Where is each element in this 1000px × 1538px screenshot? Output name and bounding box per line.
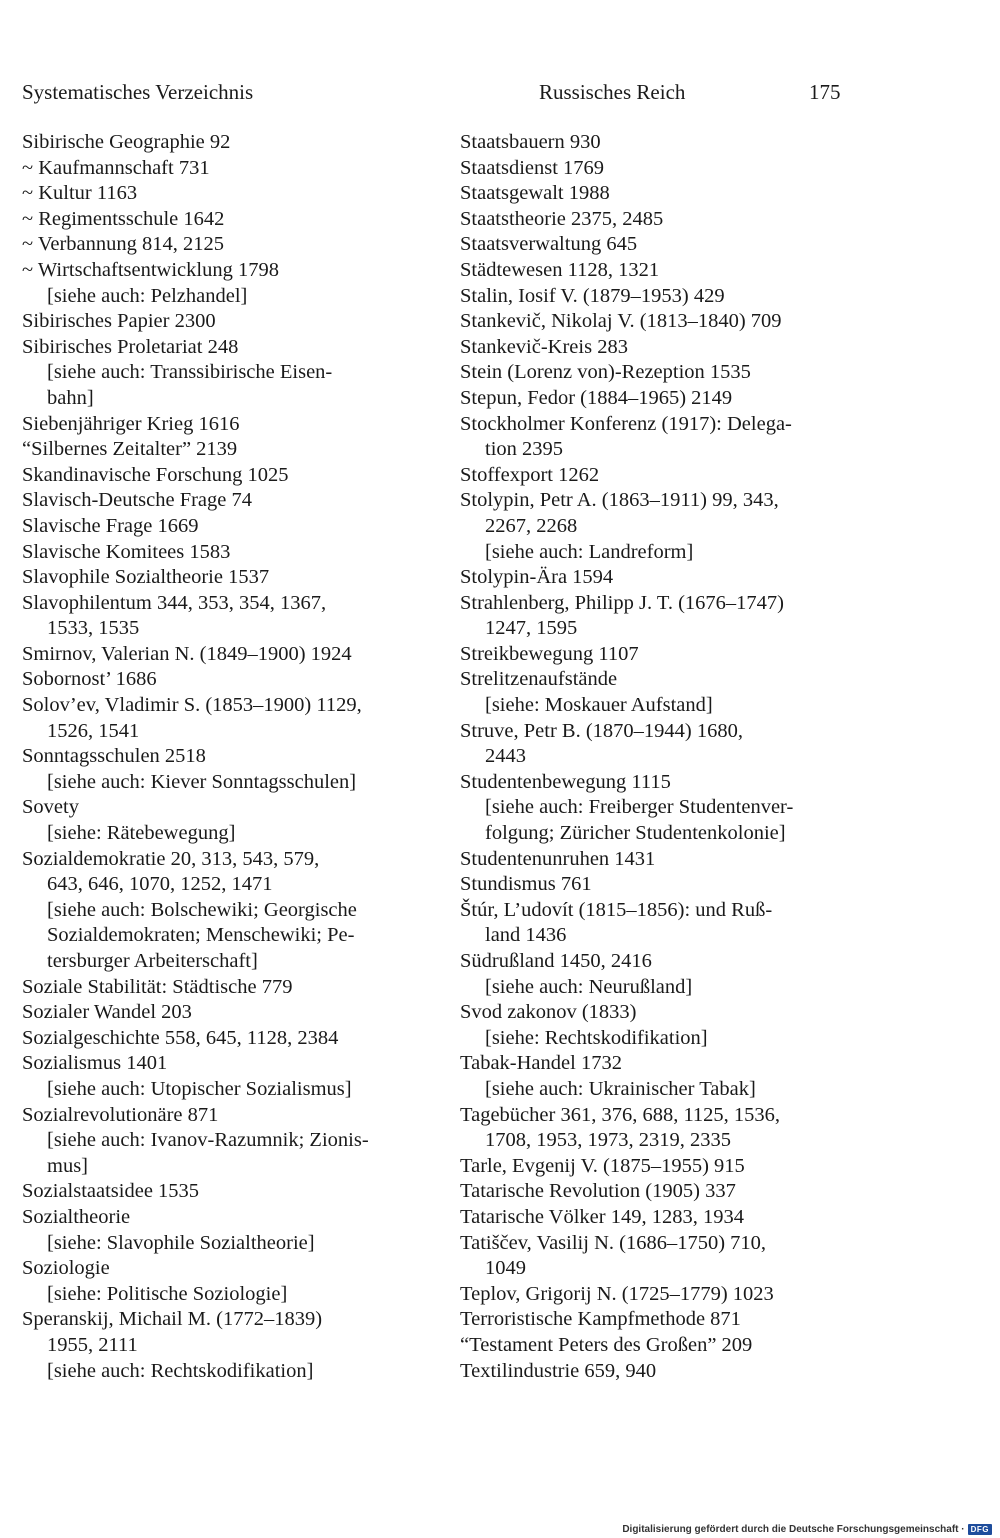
entry-continuation: [siehe: Slavophile Sozialtheorie] [47, 1231, 315, 1254]
entry-continuation: 643, 646, 1070, 1252, 1471 [47, 873, 273, 896]
entry-heading: Stolypin, Petr A. (1863–1911) 99, 343, [460, 489, 779, 512]
entry-heading: ~ Kaufmannschaft 731 [22, 156, 210, 179]
entry-heading: Studentenbewegung 1115 [460, 770, 671, 793]
running-title: Systematisches Verzeichnis [22, 80, 254, 104]
entry-heading: Stockholmer Konferenz (1917): Delega- [460, 412, 792, 435]
entry-heading: Slavisch-Deutsche Frage 74 [22, 489, 252, 512]
index-entry [22, 744, 442, 795]
index-entry [460, 770, 880, 847]
entry-continuation: [siehe: Rätebewegung] [47, 822, 236, 845]
index-entry [22, 335, 442, 412]
index-entry [460, 463, 880, 489]
index-entry [22, 540, 442, 566]
entry-heading: Sibirische Geographie 92 [22, 131, 231, 153]
entry-continuation: [siehe: Politische Soziologie] [47, 1282, 288, 1305]
entry-heading: Stundismus 761 [460, 873, 592, 896]
index-entry [460, 847, 880, 873]
entry-continuation: [siehe auch: Ukrainischer Tabak] [485, 1077, 756, 1100]
entry-heading: Strelitzenaufstände [460, 668, 618, 691]
index-entry [22, 258, 442, 309]
entry-continuation: 2267, 2268 [485, 514, 578, 537]
index-entry [22, 1000, 442, 1026]
index-entry [22, 130, 442, 156]
entry-continuation: 1526, 1541 [47, 719, 140, 742]
entry-continuation: [siehe auch: Neurußland] [485, 975, 693, 998]
entry-heading: Sozialtheorie [22, 1205, 131, 1228]
entry-continuation: 1533, 1535 [47, 617, 140, 640]
page-footer [622, 1524, 992, 1535]
entry-heading: Textilindustrie 659, 940 [460, 1359, 657, 1382]
index-column-right [460, 130, 880, 1384]
index-entry [460, 1205, 880, 1231]
entry-heading: Sozialismus 1401 [22, 1052, 168, 1075]
index-entry [460, 412, 880, 463]
entry-heading: Siebenjähriger Krieg 1616 [22, 412, 240, 435]
index-entry [22, 156, 442, 182]
entry-continuation: [siehe auch: Freiberger Studentenver- [485, 796, 794, 819]
index-entry [460, 258, 880, 284]
index-entry [460, 1231, 880, 1282]
entry-heading: Smirnov, Valerian N. (1849–1900) 1924 [22, 642, 352, 665]
entry-heading: Stalin, Iosif V. (1879–1953) 429 [460, 284, 725, 307]
entry-heading: Struve, Petr B. (1870–1944) 1680, [460, 719, 743, 742]
entry-heading: Slavophilentum 344, 353, 354, 1367, [22, 591, 327, 614]
entry-heading: Sozialrevolutionäre 871 [22, 1103, 219, 1126]
entry-heading: “Testament Peters des Großen” 209 [460, 1333, 753, 1356]
entry-continuation: land 1436 [485, 924, 567, 947]
entry-heading: ~ Verbannung 814, 2125 [22, 233, 225, 256]
entry-continuation: tion 2395 [485, 438, 564, 461]
entry-heading: ~ Wirtschaftsentwicklung 1798 [22, 258, 279, 281]
index-entry [460, 565, 880, 591]
entry-continuation: 1247, 1595 [485, 617, 578, 640]
entry-heading: Sozialgeschichte 558, 645, 1128, 2384 [22, 1026, 339, 1049]
entry-heading: Solov’ev, Vladimir S. (1853–1900) 1129, [22, 694, 362, 717]
entry-continuation: 1955, 2111 [47, 1333, 138, 1356]
entry-heading: Strahlenberg, Philipp J. T. (1676–1747) [460, 591, 784, 614]
entry-heading: Skandinavische Forschung 1025 [22, 463, 289, 486]
entry-continuation: [siehe: Rechtskodifikation] [485, 1026, 708, 1049]
entry-heading: Sozialdemokratie 20, 313, 543, 579, [22, 847, 320, 870]
index-entry [22, 232, 442, 258]
index-entry [460, 591, 880, 642]
entry-heading: Staatsdienst 1769 [460, 156, 605, 179]
index-entry [460, 386, 880, 412]
page-header [22, 80, 852, 110]
entry-heading: Soziale Stabilität: Städtische 779 [22, 975, 293, 998]
index-entry [22, 565, 442, 591]
entry-continuation: 2443 [485, 745, 526, 768]
entry-heading: Slavophile Sozialtheorie 1537 [22, 566, 270, 589]
index-entry [460, 1154, 880, 1180]
index-entry [460, 719, 880, 770]
index-entry [22, 1103, 442, 1180]
index-entry [22, 1256, 442, 1307]
index-entry [460, 872, 880, 898]
page-number: 175 [809, 80, 841, 104]
index-entry [22, 1307, 442, 1384]
index-column-left [22, 130, 442, 1384]
index-entry [460, 1103, 880, 1154]
index-entry [22, 847, 442, 975]
index-entry [460, 130, 880, 156]
entry-heading: Svod zakonov (1833) [460, 1001, 637, 1024]
index-entry [22, 795, 442, 846]
index-entry [460, 309, 880, 335]
entry-heading: Stoffexport 1262 [460, 463, 600, 486]
entry-continuation: [siehe auch: Landreform] [485, 540, 694, 563]
entry-heading: Staatstheorie 2375, 2485 [460, 207, 664, 230]
entry-continuation: Sozialdemokraten; Menschewiki; Pe- [47, 924, 355, 947]
index-entry [460, 156, 880, 182]
entry-heading: Stepun, Fedor (1884–1965) 2149 [460, 386, 733, 409]
entry-heading: Sibirisches Papier 2300 [22, 310, 216, 333]
index-entry [460, 1282, 880, 1308]
index-entry [460, 488, 880, 565]
entry-heading: Städtewesen 1128, 1321 [460, 258, 660, 281]
entry-heading: Tarle, Evgenij V. (1875–1955) 915 [460, 1154, 745, 1177]
index-entry [460, 207, 880, 233]
index-entry [460, 1359, 880, 1385]
entry-heading: Tatiščev, Vasilij N. (1686–1750) 710, [460, 1231, 767, 1254]
entry-heading: Sozialer Wandel 203 [22, 1001, 192, 1024]
entry-heading: “Silbernes Zeitalter” 2139 [22, 438, 238, 461]
dfg-logo: DFG [968, 1524, 992, 1535]
entry-heading: Soziologie [22, 1257, 110, 1280]
index-entry [460, 1333, 880, 1359]
index-entry [22, 591, 442, 642]
entry-heading: ~ Regimentsschule 1642 [22, 207, 225, 230]
entry-heading: Tatarische Völker 149, 1283, 1934 [460, 1205, 744, 1228]
entry-heading: Tatarische Revolution (1905) 337 [460, 1180, 736, 1203]
index-entry [22, 207, 442, 233]
index-entry [22, 437, 442, 463]
entry-heading: Stankevič-Kreis 283 [460, 335, 628, 358]
entry-heading: Slavische Komitees 1583 [22, 540, 231, 563]
entry-continuation: tersburger Arbeiterschaft] [47, 950, 258, 972]
index-entry [460, 1051, 880, 1102]
entry-heading: Stankevič, Nikolaj V. (1813–1840) 709 [460, 310, 782, 333]
index-entry [22, 1179, 442, 1205]
entry-heading: Stein (Lorenz von)-Rezeption 1535 [460, 361, 751, 384]
index-entry [22, 1205, 442, 1256]
index-entry [460, 284, 880, 310]
entry-continuation: 1049 [485, 1257, 526, 1280]
entry-heading: Streikbewegung 1107 [460, 642, 639, 665]
index-entry [460, 360, 880, 386]
entry-continuation: mus] [47, 1154, 88, 1177]
index-entry [460, 1179, 880, 1205]
index-entry [22, 181, 442, 207]
entry-continuation: [siehe auch: Ivanov-Razumnik; Zionis- [47, 1129, 369, 1152]
index-entry [22, 309, 442, 335]
entry-heading: Südrußland 1450, 2416 [460, 950, 652, 972]
entry-heading: Sobornost’ 1686 [22, 668, 157, 691]
index-entry [460, 898, 880, 949]
index-entry [460, 667, 880, 718]
index-entry [22, 514, 442, 540]
entry-heading: Tabak-Handel 1732 [460, 1052, 622, 1075]
entry-continuation: [siehe auch: Rechtskodifikation] [47, 1359, 314, 1382]
entry-heading: Sozialstaatsidee 1535 [22, 1180, 200, 1203]
entry-continuation: 1708, 1953, 1973, 2319, 2335 [485, 1129, 731, 1152]
entry-heading: Stolypin-Ära 1594 [460, 566, 614, 589]
index-entry [22, 488, 442, 514]
index-entry [460, 949, 880, 1000]
entry-heading: Staatsverwaltung 645 [460, 233, 638, 256]
entry-heading: Sonntagsschulen 2518 [22, 745, 206, 768]
index-entry [460, 642, 880, 668]
funding-notice: Digitalisierung gefördert durch die Deutsche Forschungsgemeinschaft · [622, 1524, 965, 1535]
index-entry [22, 463, 442, 489]
entry-continuation: [siehe auch: Pelzhandel] [47, 284, 248, 307]
index-entry [460, 181, 880, 207]
entry-heading: Speranskij, Michail M. (1772–1839) [22, 1308, 323, 1331]
entry-heading: Tagebücher 361, 376, 688, 1125, 1536, [460, 1103, 781, 1126]
entry-continuation: bahn] [47, 386, 94, 409]
index-entry [460, 1000, 880, 1051]
entry-heading: Slavische Frage 1669 [22, 514, 199, 537]
entry-continuation: [siehe auch: Utopischer Sozialismus] [47, 1077, 352, 1100]
index-entry [22, 975, 442, 1001]
entry-heading: Staatsbauern 930 [460, 131, 601, 153]
entry-heading: Teplov, Grigorij N. (1725–1779) 1023 [460, 1282, 774, 1305]
section-title: Russisches Reich [539, 80, 686, 104]
index-entry [22, 412, 442, 438]
entry-heading: Štúr, L’udovít (1815–1856): und Ruß- [460, 898, 773, 921]
entry-heading: Staatsgewalt 1988 [460, 182, 610, 205]
index-entry [22, 693, 442, 744]
entry-continuation: [siehe auch: Bolschewiki; Georgische [47, 898, 357, 921]
entry-continuation: folgung; Züricher Studentenkolonie] [485, 822, 786, 845]
index-entry [22, 1026, 442, 1052]
index-entry [22, 667, 442, 693]
entry-continuation: [siehe: Moskauer Aufstand] [485, 694, 713, 717]
entry-heading: ~ Kultur 1163 [22, 182, 138, 205]
entry-heading: Sibirisches Proletariat 248 [22, 335, 239, 358]
index-entry [22, 1051, 442, 1102]
entry-heading: Sovety [22, 796, 79, 819]
index-entry [460, 232, 880, 258]
index-entry [22, 642, 442, 668]
index-entry [460, 1307, 880, 1333]
index-entry [460, 335, 880, 361]
entry-continuation: [siehe auch: Transsibirische Eisen- [47, 361, 333, 384]
entry-heading: Studentenunruhen 1431 [460, 847, 656, 870]
entry-continuation: [siehe auch: Kiever Sonntagsschulen] [47, 770, 357, 793]
entry-heading: Terroristische Kampfmethode 871 [460, 1308, 741, 1331]
